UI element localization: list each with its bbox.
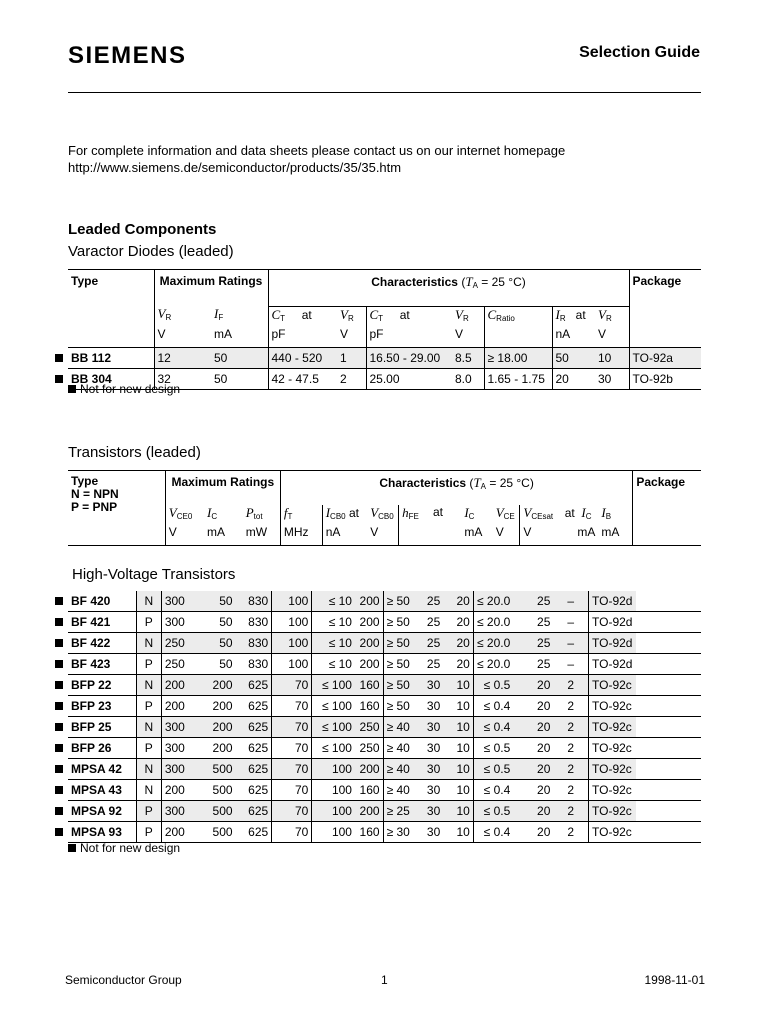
not-for-new-design-marker xyxy=(55,786,63,794)
vce-cell: 20 xyxy=(456,615,470,629)
vce0-cell: 250 xyxy=(161,654,198,675)
icb0-cell: 100 xyxy=(312,780,355,801)
intro-line: For complete information and data sheets please contact us on our internet homepage xyxy=(68,143,566,158)
ptot-cell: 625 xyxy=(236,717,272,738)
icb0-cell: 100 xyxy=(312,801,355,822)
ic-cell: 500 xyxy=(198,801,235,822)
vce-cell: 20 xyxy=(456,657,470,671)
vcesat-cell: ≤ 20.0 xyxy=(473,633,513,654)
pkg-cell: TO-92c xyxy=(589,696,636,717)
vce0-cell: 200 xyxy=(161,822,198,843)
page-number: 1 xyxy=(381,973,388,987)
ft-cell: 100 xyxy=(272,654,312,675)
hfe-cell: ≥ 50 xyxy=(383,612,413,633)
ic2-cell: 30 xyxy=(413,801,443,822)
ib-cell: – xyxy=(553,633,588,654)
ic-cell: 500 xyxy=(212,783,233,797)
vce-cell: 10 xyxy=(443,759,473,780)
not-for-new-design-marker xyxy=(55,681,63,689)
vcb0-cell: 160 xyxy=(359,699,380,713)
table-row xyxy=(68,633,701,654)
ic-cell: 50 xyxy=(219,657,233,671)
ptot-cell: 625 xyxy=(248,825,269,839)
ib-cell: 2 xyxy=(567,825,575,839)
vce-cell: 20 xyxy=(443,633,473,654)
hfe-cell: ≥ 40 xyxy=(383,780,413,801)
pol-cell: N xyxy=(136,591,161,612)
ib-cell: 2 xyxy=(567,783,575,797)
icb0-cell: ≤ 10 xyxy=(312,612,355,633)
pol-cell: N xyxy=(136,759,161,780)
ft-cell: 100 xyxy=(272,591,312,612)
ib-cell: 2 xyxy=(553,759,588,780)
hfe-cell: ≥ 50 xyxy=(383,633,413,654)
type-cell: BF 421 xyxy=(71,615,111,629)
pkg-cell: TO-92d xyxy=(589,591,636,612)
pkg-cell: TO-92c xyxy=(589,759,636,780)
table-row xyxy=(68,801,701,822)
hv-transistor-table xyxy=(68,591,701,843)
vcb0-cell: 200 xyxy=(355,591,383,612)
varactor-table xyxy=(68,269,701,390)
vcb0-cell: 200 xyxy=(359,657,380,671)
transistor-note: Not for new design xyxy=(68,841,180,855)
table-row: BB 112 12 50 440 - 520 1 16.50 - 29.00 8.5 ≥ 18.00 50 10 TO-92a xyxy=(68,347,701,368)
col-package: Package xyxy=(633,471,701,506)
ib-cell: 2 xyxy=(553,717,588,738)
ic2-cell: 30 xyxy=(413,759,443,780)
footer-company: Semiconductor Group xyxy=(65,973,182,987)
ic3-cell: 20 xyxy=(537,783,551,797)
ptot-cell: 625 xyxy=(236,675,272,696)
ic-cell: 500 xyxy=(198,759,235,780)
transistor-header-table xyxy=(68,470,701,546)
ic-cell: 50 xyxy=(198,591,235,612)
ic-cell: 200 xyxy=(212,699,233,713)
ft-cell: 70 xyxy=(272,801,312,822)
table-row xyxy=(68,759,701,780)
icb0-cell: ≤ 100 xyxy=(312,675,355,696)
not-for-new-design-marker xyxy=(55,702,63,710)
vce0-cell: 300 xyxy=(161,801,198,822)
varactor-symbol-row: $V_R$ $I_F$ $C_T$ at $V_R$ $C_T$ at $V_R$ $C_{Ratio}$ $I_R$ at $V_R$ xyxy=(68,306,701,327)
pkg-cell: TO-92d xyxy=(589,612,636,633)
ft-cell: 70 xyxy=(272,738,312,759)
ib-cell: – xyxy=(553,591,588,612)
type-cell: BF 420 xyxy=(71,594,111,608)
transistor-unit-row: V mA mW MHz nA V mA V V mA mA xyxy=(68,525,701,546)
not-for-new-design-marker xyxy=(55,354,63,362)
ft-cell: 100 xyxy=(272,612,312,633)
table-row xyxy=(68,612,701,633)
ib-cell: – xyxy=(567,615,575,629)
col-max-ratings: Maximum Ratings xyxy=(165,471,280,506)
vce-cell: 10 xyxy=(456,783,470,797)
varactor-note: Not for new design xyxy=(68,382,180,396)
not-for-new-design-marker xyxy=(55,660,63,668)
vce-cell: 10 xyxy=(443,717,473,738)
transistor-symbol-row: $V_{CE0}$ $I_C$ $P_{tot}$ $f_T$ $I_{CB0}$ at $V_{CB0}$ $h_{FE}$ at $I_C$ $V_{CE}$ $V_{CEsat}$ at $I_C$ $I_B$ xyxy=(68,505,701,525)
intro-text xyxy=(68,142,565,176)
ic-cell: 200 xyxy=(198,717,235,738)
ic3-cell: 20 xyxy=(513,759,553,780)
ic2-cell: 30 xyxy=(413,717,443,738)
ic2-cell: 30 xyxy=(426,825,441,839)
ic2-cell: 30 xyxy=(413,675,443,696)
table-row xyxy=(68,675,701,696)
ib-cell: 2 xyxy=(567,699,575,713)
vce0-cell: 300 xyxy=(161,591,198,612)
ft-cell: 70 xyxy=(272,759,312,780)
page-title: Selection Guide xyxy=(579,44,700,61)
pkg-cell: TO-92d xyxy=(589,654,636,675)
col-max-ratings: Maximum Ratings xyxy=(154,270,268,307)
ptot-cell: 625 xyxy=(248,783,269,797)
table-row xyxy=(68,738,701,759)
type-cell: BFP 22 xyxy=(71,678,112,692)
not-for-new-design-marker xyxy=(68,844,76,852)
ic3-cell: 25 xyxy=(513,633,553,654)
pkg-cell: TO-92c xyxy=(589,780,636,801)
ib-cell: 2 xyxy=(567,741,575,755)
ptot-cell: 625 xyxy=(248,741,269,755)
vce0-cell: 300 xyxy=(161,738,198,759)
ptot-cell: 830 xyxy=(248,657,269,671)
pol-cell: N xyxy=(136,717,161,738)
icb0-cell: ≤ 100 xyxy=(312,717,355,738)
vcb0-cell: 250 xyxy=(359,741,380,755)
type-cell: BFP 26 xyxy=(71,741,112,755)
type-cell: MPSA 92 xyxy=(71,804,122,818)
pkg-cell: TO-92c xyxy=(589,822,636,843)
vce0-cell: 250 xyxy=(161,633,198,654)
vce0-cell: 200 xyxy=(161,696,198,717)
ic3-cell: 20 xyxy=(513,801,553,822)
ib-cell: 2 xyxy=(553,675,588,696)
vcb0-cell: 200 xyxy=(355,801,383,822)
table-row xyxy=(68,780,701,801)
ic3-cell: 20 xyxy=(537,825,551,839)
hfe-cell: ≥ 25 xyxy=(383,801,413,822)
not-for-new-design-marker xyxy=(55,597,63,605)
not-for-new-design-marker xyxy=(55,807,63,815)
ft-cell: 70 xyxy=(272,675,312,696)
col-characteristics: Characteristics ($T_A = 25$ °C) xyxy=(280,471,633,506)
type-cell: BF 422 xyxy=(71,636,111,650)
type-cell: BFP 23 xyxy=(71,699,112,713)
vce-cell: 10 xyxy=(443,675,473,696)
ic2-cell: 25 xyxy=(413,591,443,612)
footer-date: 1998-11-01 xyxy=(644,973,705,987)
varactor-title: Varactor Diodes (leaded) xyxy=(68,243,234,260)
pol-cell: P xyxy=(136,822,161,843)
homepage-url: http://www.siemens.de/semiconductor/products/35/35.htm xyxy=(68,160,402,175)
type-cell: MPSA 43 xyxy=(71,783,122,797)
hfe-cell: ≥ 50 xyxy=(383,591,413,612)
table-row xyxy=(68,717,701,738)
pkg-cell: TO-92c xyxy=(589,801,636,822)
vce-cell: 10 xyxy=(456,741,470,755)
not-for-new-design-marker xyxy=(55,744,63,752)
vce-cell: 10 xyxy=(443,801,473,822)
icb0-cell: 100 xyxy=(312,822,355,843)
col-type: Type xyxy=(71,274,99,288)
hfe-cell: ≥ 40 xyxy=(383,738,413,759)
vcesat-cell: ≤ 0.4 xyxy=(473,717,513,738)
table-row xyxy=(68,591,701,612)
icb0-cell: ≤ 100 xyxy=(312,738,355,759)
vce0-cell: 300 xyxy=(161,759,198,780)
type-cell: MPSA 93 xyxy=(71,825,122,839)
ft-cell: 70 xyxy=(272,717,312,738)
vce0-cell: 300 xyxy=(161,612,198,633)
ic3-cell: 20 xyxy=(513,717,553,738)
ic3-cell: 20 xyxy=(537,699,551,713)
ic3-cell: 25 xyxy=(537,657,551,671)
pol-cell: P xyxy=(136,654,161,675)
ib-cell: – xyxy=(567,657,575,671)
ib-cell: 2 xyxy=(553,801,588,822)
ptot-cell: 625 xyxy=(236,759,272,780)
icb0-cell: ≤ 10 xyxy=(312,654,355,675)
transistors-title: Transistors (leaded) xyxy=(68,444,201,461)
ptot-cell: 625 xyxy=(236,801,272,822)
ic2-cell: 30 xyxy=(426,699,441,713)
not-for-new-design-marker xyxy=(55,618,63,626)
vce0-cell: 300 xyxy=(161,717,198,738)
pol-cell: N xyxy=(136,675,161,696)
table-row xyxy=(68,822,701,843)
vce-cell: 10 xyxy=(456,699,470,713)
vcb0-cell: 200 xyxy=(359,615,380,629)
varactor-unit-row: V mA pF V pF V nA V xyxy=(68,327,701,348)
ic2-cell: 30 xyxy=(426,741,441,755)
col-characteristics: Characteristics ($T_A = 25$ °C) xyxy=(268,270,629,307)
ic3-cell: 20 xyxy=(513,675,553,696)
pkg-cell: TO-92c xyxy=(589,675,636,696)
ic3-cell: 25 xyxy=(537,615,551,629)
hfe-cell: ≥ 50 xyxy=(383,696,413,717)
vcesat-cell: ≤ 0.4 xyxy=(473,696,513,717)
icb0-cell: ≤ 10 xyxy=(312,591,355,612)
icb0-cell: ≤ 10 xyxy=(312,633,355,654)
not-for-new-design-marker xyxy=(55,828,63,836)
pkg-cell: TO-92d xyxy=(589,633,636,654)
ic2-cell: 30 xyxy=(426,783,441,797)
vcesat-cell: ≤ 20.0 xyxy=(473,654,513,675)
vcesat-cell: ≤ 0.4 xyxy=(473,822,513,843)
pkg-cell: TO-92c xyxy=(589,717,636,738)
siemens-logo: SIEMENS xyxy=(68,42,187,69)
ic2-cell: 25 xyxy=(413,633,443,654)
pol-cell: N xyxy=(136,780,161,801)
vcesat-cell: ≤ 0.5 xyxy=(473,738,513,759)
ic-cell: 200 xyxy=(212,741,233,755)
pol-cell: P xyxy=(136,612,161,633)
vcb0-cell: 200 xyxy=(355,633,383,654)
pol-cell: P xyxy=(136,738,161,759)
ic3-cell: 25 xyxy=(513,591,553,612)
pol-cell: N xyxy=(136,633,161,654)
not-for-new-design-marker xyxy=(55,639,63,647)
ic2-cell: 25 xyxy=(426,615,441,629)
ptot-cell: 830 xyxy=(248,615,269,629)
not-for-new-design-marker xyxy=(55,723,63,731)
vcesat-cell: ≤ 20.0 xyxy=(473,591,513,612)
ft-cell: 100 xyxy=(272,633,312,654)
ft-cell: 70 xyxy=(272,822,312,843)
ft-cell: 70 xyxy=(272,780,312,801)
table-row xyxy=(68,654,701,675)
ptot-cell: 830 xyxy=(236,591,272,612)
ic-cell: 50 xyxy=(219,615,233,629)
vcb0-cell: 250 xyxy=(355,717,383,738)
vce0-cell: 200 xyxy=(161,780,198,801)
icb0-cell: ≤ 100 xyxy=(312,696,355,717)
vce0-cell: 200 xyxy=(161,675,198,696)
vcesat-cell: ≤ 0.5 xyxy=(473,675,513,696)
pol-cell: P xyxy=(136,696,161,717)
ic-cell: 500 xyxy=(212,825,233,839)
vcesat-cell: ≤ 0.5 xyxy=(473,801,513,822)
ptot-cell: 625 xyxy=(248,699,269,713)
not-for-new-design-marker xyxy=(68,385,76,393)
vcesat-cell: ≤ 20.0 xyxy=(473,612,513,633)
vcesat-cell: ≤ 0.5 xyxy=(473,759,513,780)
ic-cell: 50 xyxy=(198,633,235,654)
ic3-cell: 20 xyxy=(537,741,551,755)
col-type: Type N = NPN P = PNP xyxy=(71,474,119,514)
not-for-new-design-marker xyxy=(55,375,63,383)
table-row: BB 304 32 50 42 - 47.5 2 25.00 8.0 1.65 - 1.75 20 30 TO-92b xyxy=(68,368,701,389)
pkg-cell: TO-92c xyxy=(589,738,636,759)
hfe-cell: ≥ 50 xyxy=(383,654,413,675)
vce-cell: 10 xyxy=(456,825,470,839)
transistor-header-row xyxy=(68,471,701,506)
ptot-cell: 830 xyxy=(236,633,272,654)
ic2-cell: 25 xyxy=(426,657,441,671)
type-cell: MPSA 42 xyxy=(71,762,122,776)
hfe-cell: ≥ 40 xyxy=(383,717,413,738)
hfe-cell: ≥ 50 xyxy=(383,675,413,696)
ft-cell: 70 xyxy=(272,696,312,717)
col-package: Package xyxy=(629,270,701,307)
not-for-new-design-marker xyxy=(55,765,63,773)
type-cell: BF 423 xyxy=(71,657,111,671)
icb0-cell: 100 xyxy=(312,759,355,780)
vcb0-cell: 160 xyxy=(359,825,380,839)
hfe-cell: ≥ 40 xyxy=(383,759,413,780)
vcb0-cell: 160 xyxy=(359,783,380,797)
ic-cell: 200 xyxy=(198,675,235,696)
hfe-cell: ≥ 30 xyxy=(383,822,413,843)
vcesat-cell: ≤ 0.4 xyxy=(473,780,513,801)
hv-transistors-title: High-Voltage Transistors xyxy=(72,566,236,583)
type-cell: BFP 25 xyxy=(71,720,112,734)
vce-cell: 20 xyxy=(443,591,473,612)
vcb0-cell: 200 xyxy=(355,759,383,780)
table-row xyxy=(68,696,701,717)
pol-cell: P xyxy=(136,801,161,822)
varactor-header-row xyxy=(68,270,701,307)
vcb0-cell: 160 xyxy=(355,675,383,696)
section-title: Leaded Components xyxy=(68,221,217,238)
header-divider xyxy=(68,92,701,93)
